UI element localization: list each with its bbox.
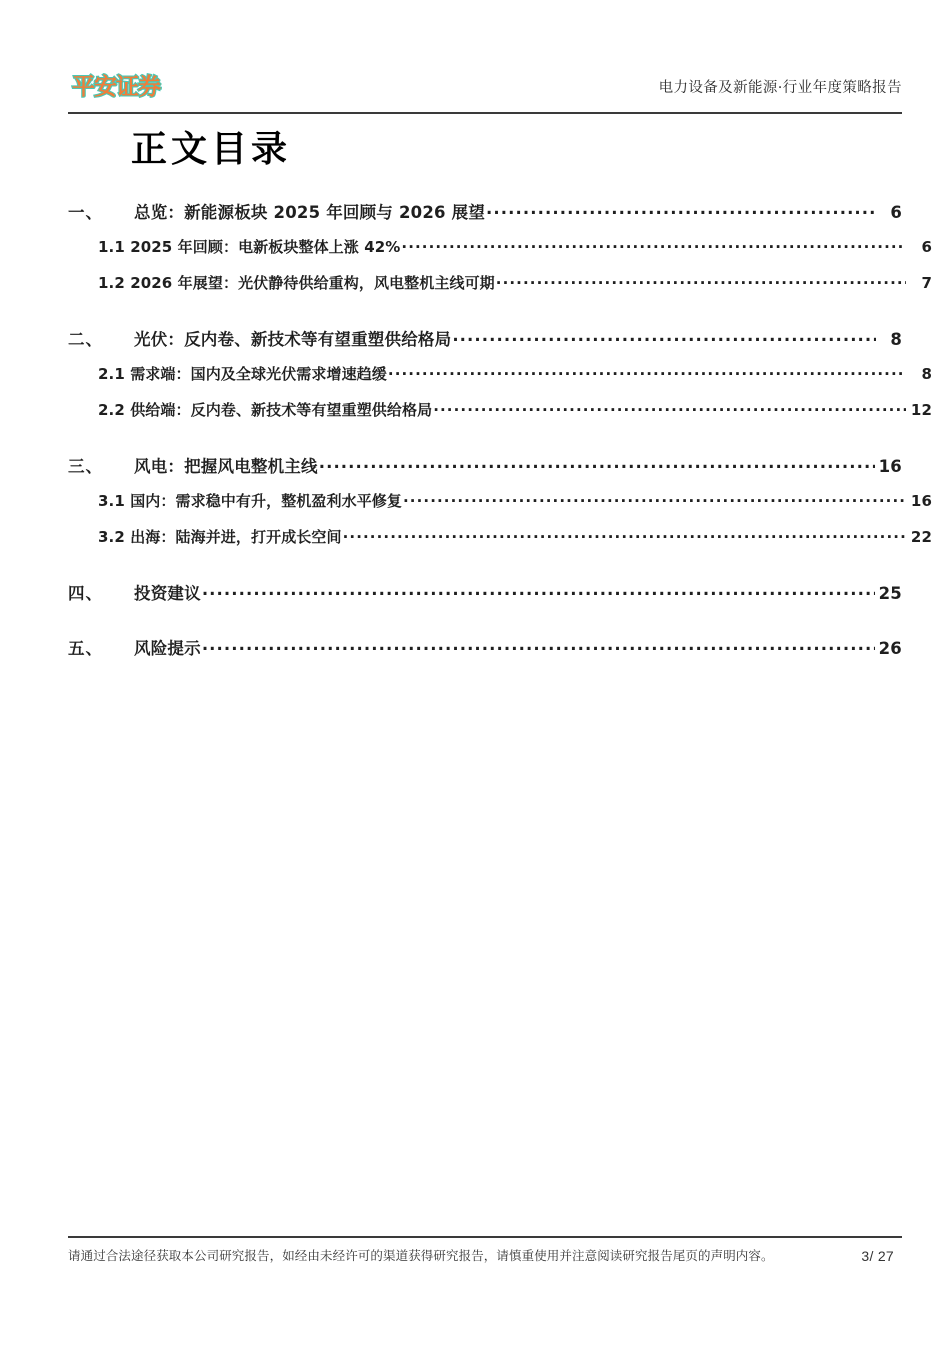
toc-entry[interactable]	[68, 326, 902, 363]
toc-entry-page-number: 16	[878, 457, 902, 476]
toc-entry[interactable]	[68, 399, 932, 435]
footer-disclaimer: 请通过合法途径获取本公司研究报告，如经由未经许可的渠道获得研究报告，请慎重使用并注意阅读研究报告尾页的声明内容。	[68, 1248, 774, 1263]
table-of-contents	[68, 199, 932, 672]
toc-entry[interactable]	[68, 526, 932, 562]
toc-entry-page-number: 26	[878, 639, 902, 658]
toc-entry-page-number: 25	[878, 584, 902, 603]
toc-entry-page-number: 22	[910, 528, 932, 546]
toc-entry-label: 1.2 2026 年展望：光伏静待供给重构，风电整机主线可期	[98, 274, 495, 292]
toc-entry-number: 四、	[68, 584, 103, 603]
toc-entry-label: 风险提示	[134, 639, 201, 658]
toc-leader-dots	[388, 364, 906, 379]
toc-entry-number: 一、	[68, 203, 103, 222]
toc-entry-page-number: 12	[910, 401, 932, 419]
toc-entry-page-number: 8	[890, 330, 902, 349]
toc-entry[interactable]	[68, 635, 902, 672]
header-report-title: 电力设备及新能源·行业年度策略报告	[658, 80, 902, 96]
toc-entry[interactable]	[68, 580, 902, 617]
page-header	[68, 66, 902, 114]
toc-entry-page-number: 6	[890, 203, 902, 222]
toc-entry-label: 光伏：反内卷、新技术等有望重塑供给格局	[134, 330, 452, 349]
toc-entry[interactable]	[68, 490, 932, 526]
footer-divider	[68, 1236, 902, 1238]
toc-entry[interactable]	[68, 199, 902, 236]
toc-entry-label: 2.1 需求端：国内及全球光伏需求增速趋缓	[98, 365, 387, 383]
toc-leader-dots	[401, 237, 906, 252]
toc-entry-label: 投资建议	[134, 584, 201, 603]
toc-entry[interactable]	[68, 236, 932, 272]
toc-entry-label: 3.2 出海：陆海并进，打开成长空间	[98, 528, 342, 546]
toc-leader-dots	[202, 583, 875, 600]
toc-leader-dots	[343, 527, 906, 542]
header-divider	[68, 112, 902, 114]
toc-entry-page-number: 6	[921, 238, 932, 256]
toc-entry-page-number: 8	[921, 365, 932, 383]
toc-leader-dots	[433, 400, 906, 415]
toc-entry-label: 2.2 供给端：反内卷、新技术等有望重塑供给格局	[98, 401, 433, 419]
toc-entry[interactable]	[68, 453, 902, 490]
toc-entry-label: 总览：新能源板块 2025 年回顾与 2026 展望	[134, 203, 486, 222]
toc-entry-page-number: 7	[921, 274, 932, 292]
toc-leader-dots	[319, 456, 875, 473]
toc-entry-number: 二、	[68, 330, 103, 349]
toc-entry[interactable]	[68, 363, 932, 399]
toc-leader-dots	[452, 329, 876, 346]
toc-entry-label: 3.1 国内：需求稳中有升，整机盈利水平修复	[98, 492, 402, 510]
toc-entry-label: 1.1 2025 年回顾：电新板块整体上涨 42%	[98, 238, 401, 256]
pingan-securities-logo: 平安证券	[72, 74, 160, 100]
toc-leader-dots	[403, 491, 906, 506]
toc-leader-dots	[486, 202, 876, 219]
toc-entry-number: 三、	[68, 457, 103, 476]
page-title: 正文目录	[131, 129, 292, 170]
toc-leader-dots	[202, 638, 875, 655]
toc-entry[interactable]	[68, 272, 932, 308]
toc-entry-number: 五、	[68, 639, 103, 658]
toc-leader-dots	[496, 273, 906, 288]
toc-entry-label: 风电：把握风电整机主线	[134, 457, 318, 476]
footer-page-number: 3/ 27	[861, 1248, 894, 1264]
page-footer	[68, 1246, 902, 1270]
toc-entry-page-number: 16	[910, 492, 932, 510]
